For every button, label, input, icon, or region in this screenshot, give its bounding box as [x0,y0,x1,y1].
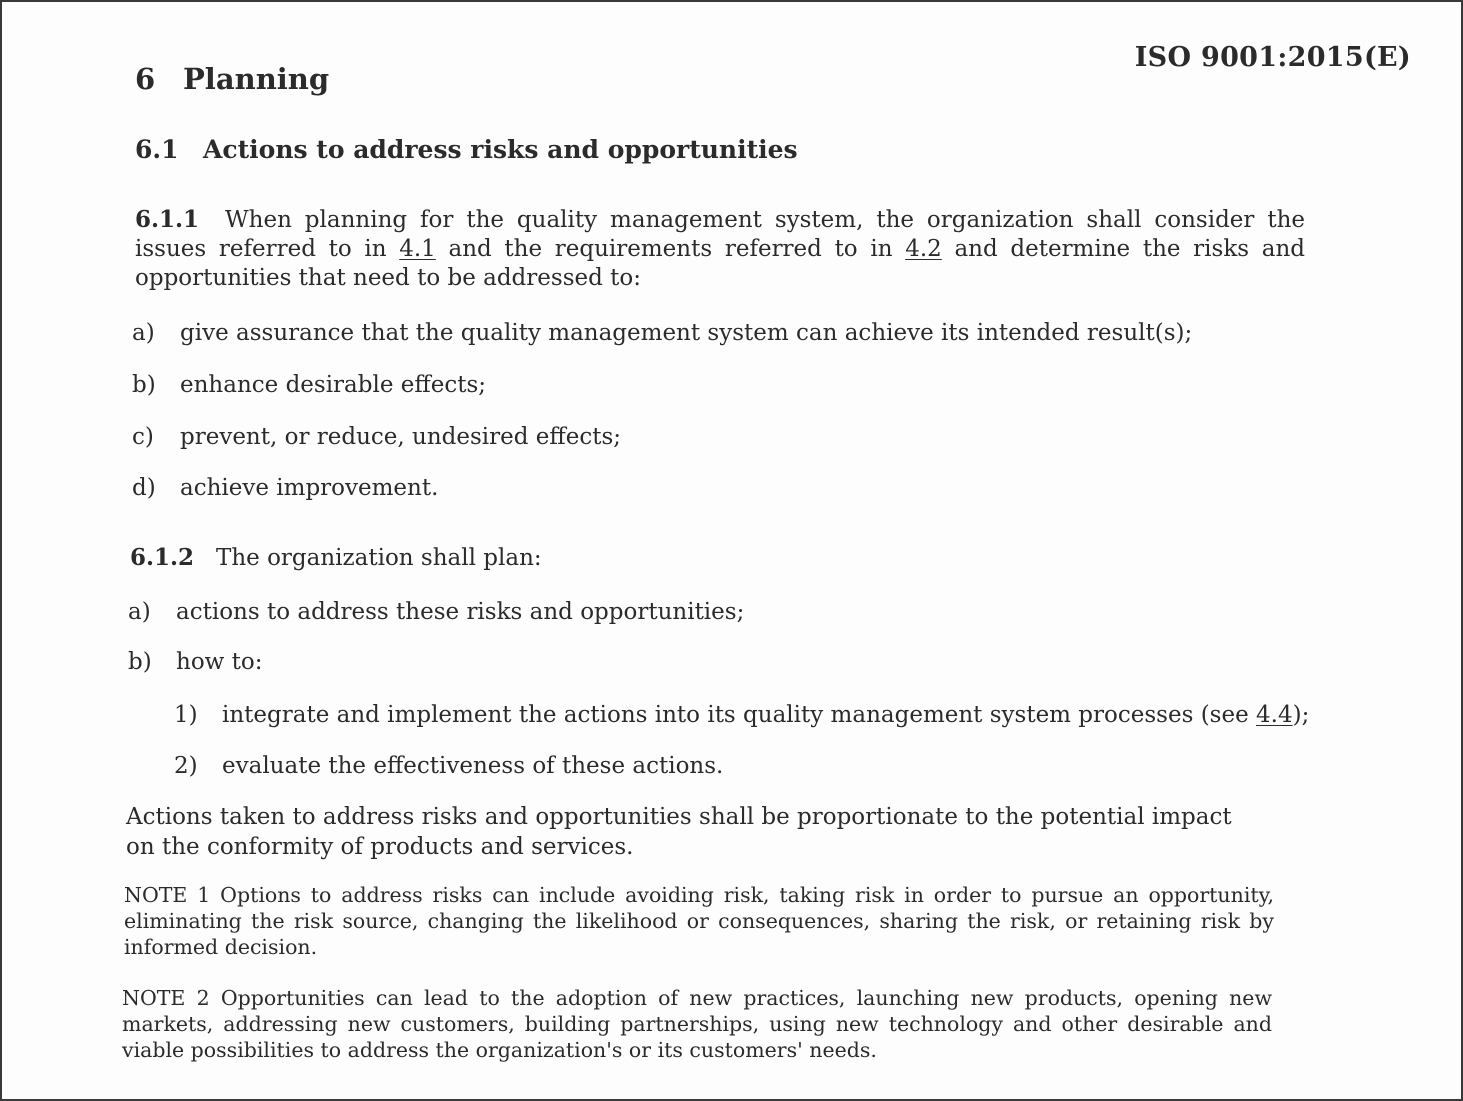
list-item [128,599,744,625]
list-item-label: b) [128,649,152,675]
list-item-text: enhance desirable effects; [180,372,487,398]
sub-list-item-label: 1) [174,702,198,728]
clause-6-1-2-paragraph [130,544,542,571]
list-item [132,424,621,450]
sub-list-item [174,753,723,779]
sub-list-item [174,702,1309,728]
list-item [132,372,486,398]
xref-4-4-link[interactable]: 4.4 [1256,702,1293,728]
sub-list-item-text-a: integrate and implement the actions into its quality management system processes (see [222,702,1257,728]
clause-6-heading [135,62,329,96]
clause-6-title: Planning [183,62,330,96]
list-item [132,475,438,501]
conclusion-paragraph: Actions taken to address risks and opportunities shall be proportionate to the potential impact on the conformity of products and services. [126,804,1232,860]
list-item-text: achieve improvement. [180,475,439,501]
list-item-text: actions to address these risks and opportunities; [176,599,745,625]
clause-6-1-1-text-b: and the requirements referred to in [435,236,906,262]
clause-6-1-1-number: 6.1.1 [135,206,200,233]
note-2: NOTE 2 Opportunities can lead to the adoption of new practices, launching new products, opening new markets, addressing new customers, building partnerships, using new technology and other desirable and viable possibilities to address the organization's or its customers' needs. [122,986,1272,1062]
clause-6-1-heading [135,135,798,164]
clause-6-1-number: 6.1 [135,135,179,164]
clause-6-number: 6 [135,62,156,96]
note-1: NOTE 1 Options to address risks can include avoiding risk, taking risk in order to pursue an opportunity, eliminating the risk source, changing the likelihood or consequences, sharing the risk, or retaining risk by informed decision. [124,883,1274,959]
sub-list-item-text-b: ); [1292,702,1310,728]
clause-6-1-title: Actions to address risks and opportunities [203,135,798,164]
xref-4-2-link[interactable]: 4.2 [905,236,942,262]
clause-6-1-1-paragraph [135,205,1305,293]
list-item-label: c) [132,424,154,450]
list-item-text: prevent, or reduce, undesired effects; [180,424,622,450]
clause-6-1-2-number: 6.1.2 [130,544,195,571]
clause-6-1-1-text-c: and determine the risks and opportunities that need to be addressed to: [135,236,1305,291]
sub-list-item-label: 2) [174,753,198,779]
list-item [128,649,263,675]
sub-list-item-text: evaluate the effectiveness of these actions. [222,753,724,779]
list-item-text: give assurance that the quality management system can achieve its intended result(s); [180,320,1193,346]
list-item-text: how to: [176,649,263,675]
xref-4-1-link[interactable]: 4.1 [399,236,436,262]
list-item-label: d) [132,475,156,501]
list-item-label: b) [132,372,156,398]
list-item [132,320,1192,346]
list-item-label: a) [132,320,155,346]
list-item-label: a) [128,599,151,625]
standard-designation: ISO 9001:2015(E) [1134,42,1411,73]
clause-6-1-2-text: The organization shall plan: [216,545,542,571]
clause-6-1-1-text-a: When planning for the quality management system, the organization shall consider the issues referred to in [135,207,1305,262]
